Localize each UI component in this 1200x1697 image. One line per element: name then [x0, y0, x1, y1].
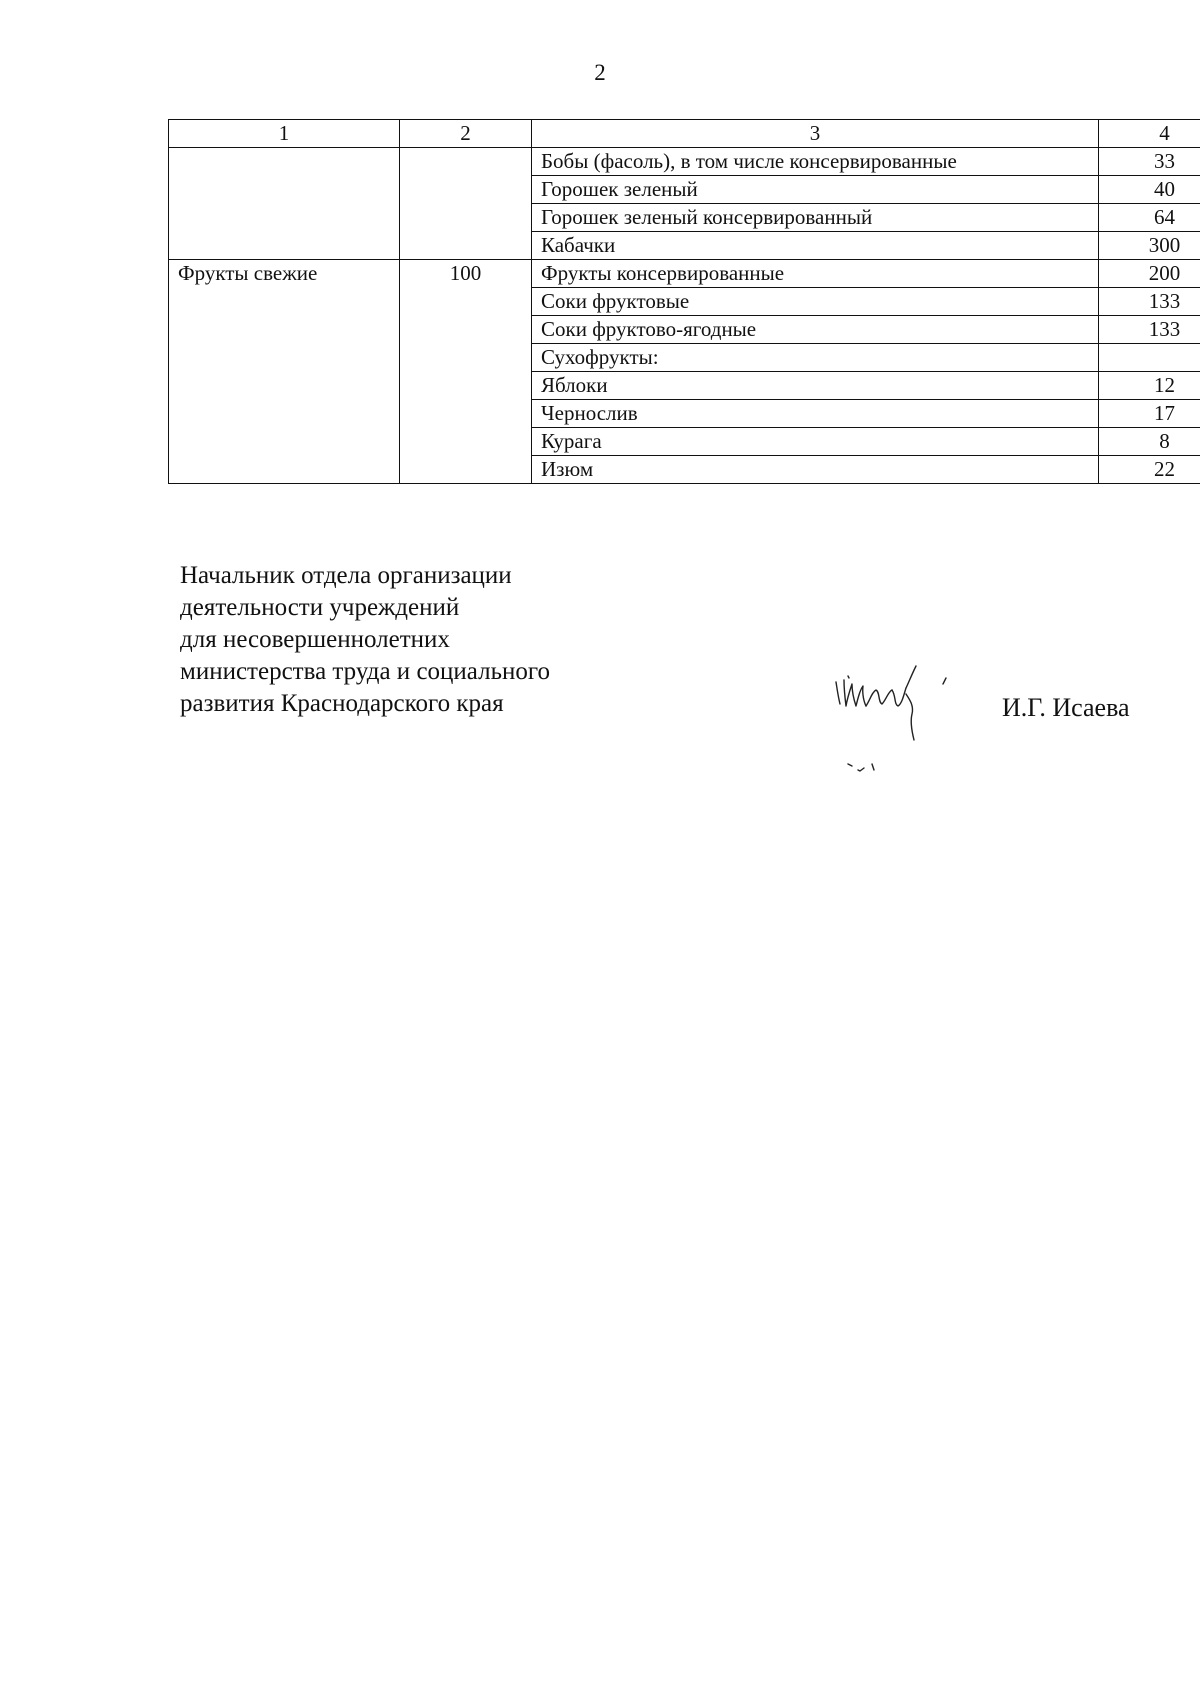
group1-amount-cell: [400, 148, 532, 260]
value-cell: 133: [1099, 316, 1200, 344]
product-cell: Соки фруктово-ягодные: [532, 316, 1099, 344]
signer-title-line: министерства труда и социального: [180, 658, 550, 685]
signer-title: [180, 560, 1120, 720]
value-cell: 40: [1099, 176, 1200, 204]
value-cell: 133: [1099, 288, 1200, 316]
product-cell: Бобы (фасоль), в том числе консервированные: [532, 148, 1099, 176]
signer-title-line: деятельности учреждений: [180, 594, 460, 621]
value-cell: 64: [1099, 204, 1200, 232]
handwritten-signature: [828, 660, 958, 780]
value-cell: 22: [1099, 456, 1200, 484]
value-cell: 300: [1099, 232, 1200, 260]
header-cell-3: 3: [532, 120, 1099, 148]
signature-block: [180, 560, 1120, 720]
signer-name: И.Г. Исаева: [1002, 693, 1130, 722]
value-cell: 33: [1099, 148, 1200, 176]
product-cell: Фрукты консервированные: [532, 260, 1099, 288]
product-cell: Соки фруктовые: [532, 288, 1099, 316]
signer-title-line: Начальник отдела организации: [180, 562, 512, 589]
product-cell: Горошек зеленый: [532, 176, 1099, 204]
page-number: 2: [594, 60, 606, 85]
group2-name-cell: Фрукты свежие: [169, 260, 400, 484]
group2-amount-cell: 100: [400, 260, 532, 484]
product-cell: Курага: [532, 428, 1099, 456]
value-cell: 17: [1099, 400, 1200, 428]
header-cell-1: 1: [169, 120, 400, 148]
value-cell: 8: [1099, 428, 1200, 456]
header-cell-2: 2: [400, 120, 532, 148]
product-cell: Сухофрукты:: [532, 344, 1099, 372]
signer-title-line: развития Краснодарского края: [180, 690, 504, 717]
group1-name-cell: [169, 148, 400, 260]
product-cell: Изюм: [532, 456, 1099, 484]
product-cell: Чернослив: [532, 400, 1099, 428]
substitution-table: [168, 119, 1200, 484]
value-cell: 200: [1099, 260, 1200, 288]
table-row: [169, 148, 1200, 176]
header-cell-4: 4: [1099, 120, 1200, 148]
table-header-row: [169, 120, 1200, 148]
value-cell: [1099, 344, 1200, 372]
product-cell: Горошек зеленый консервированный: [532, 204, 1099, 232]
product-cell: Кабачки: [532, 232, 1099, 260]
table-row: [169, 260, 1200, 288]
product-cell: Яблоки: [532, 372, 1099, 400]
signer-title-line: для несовершеннолетних: [180, 626, 450, 653]
value-cell: 12: [1099, 372, 1200, 400]
